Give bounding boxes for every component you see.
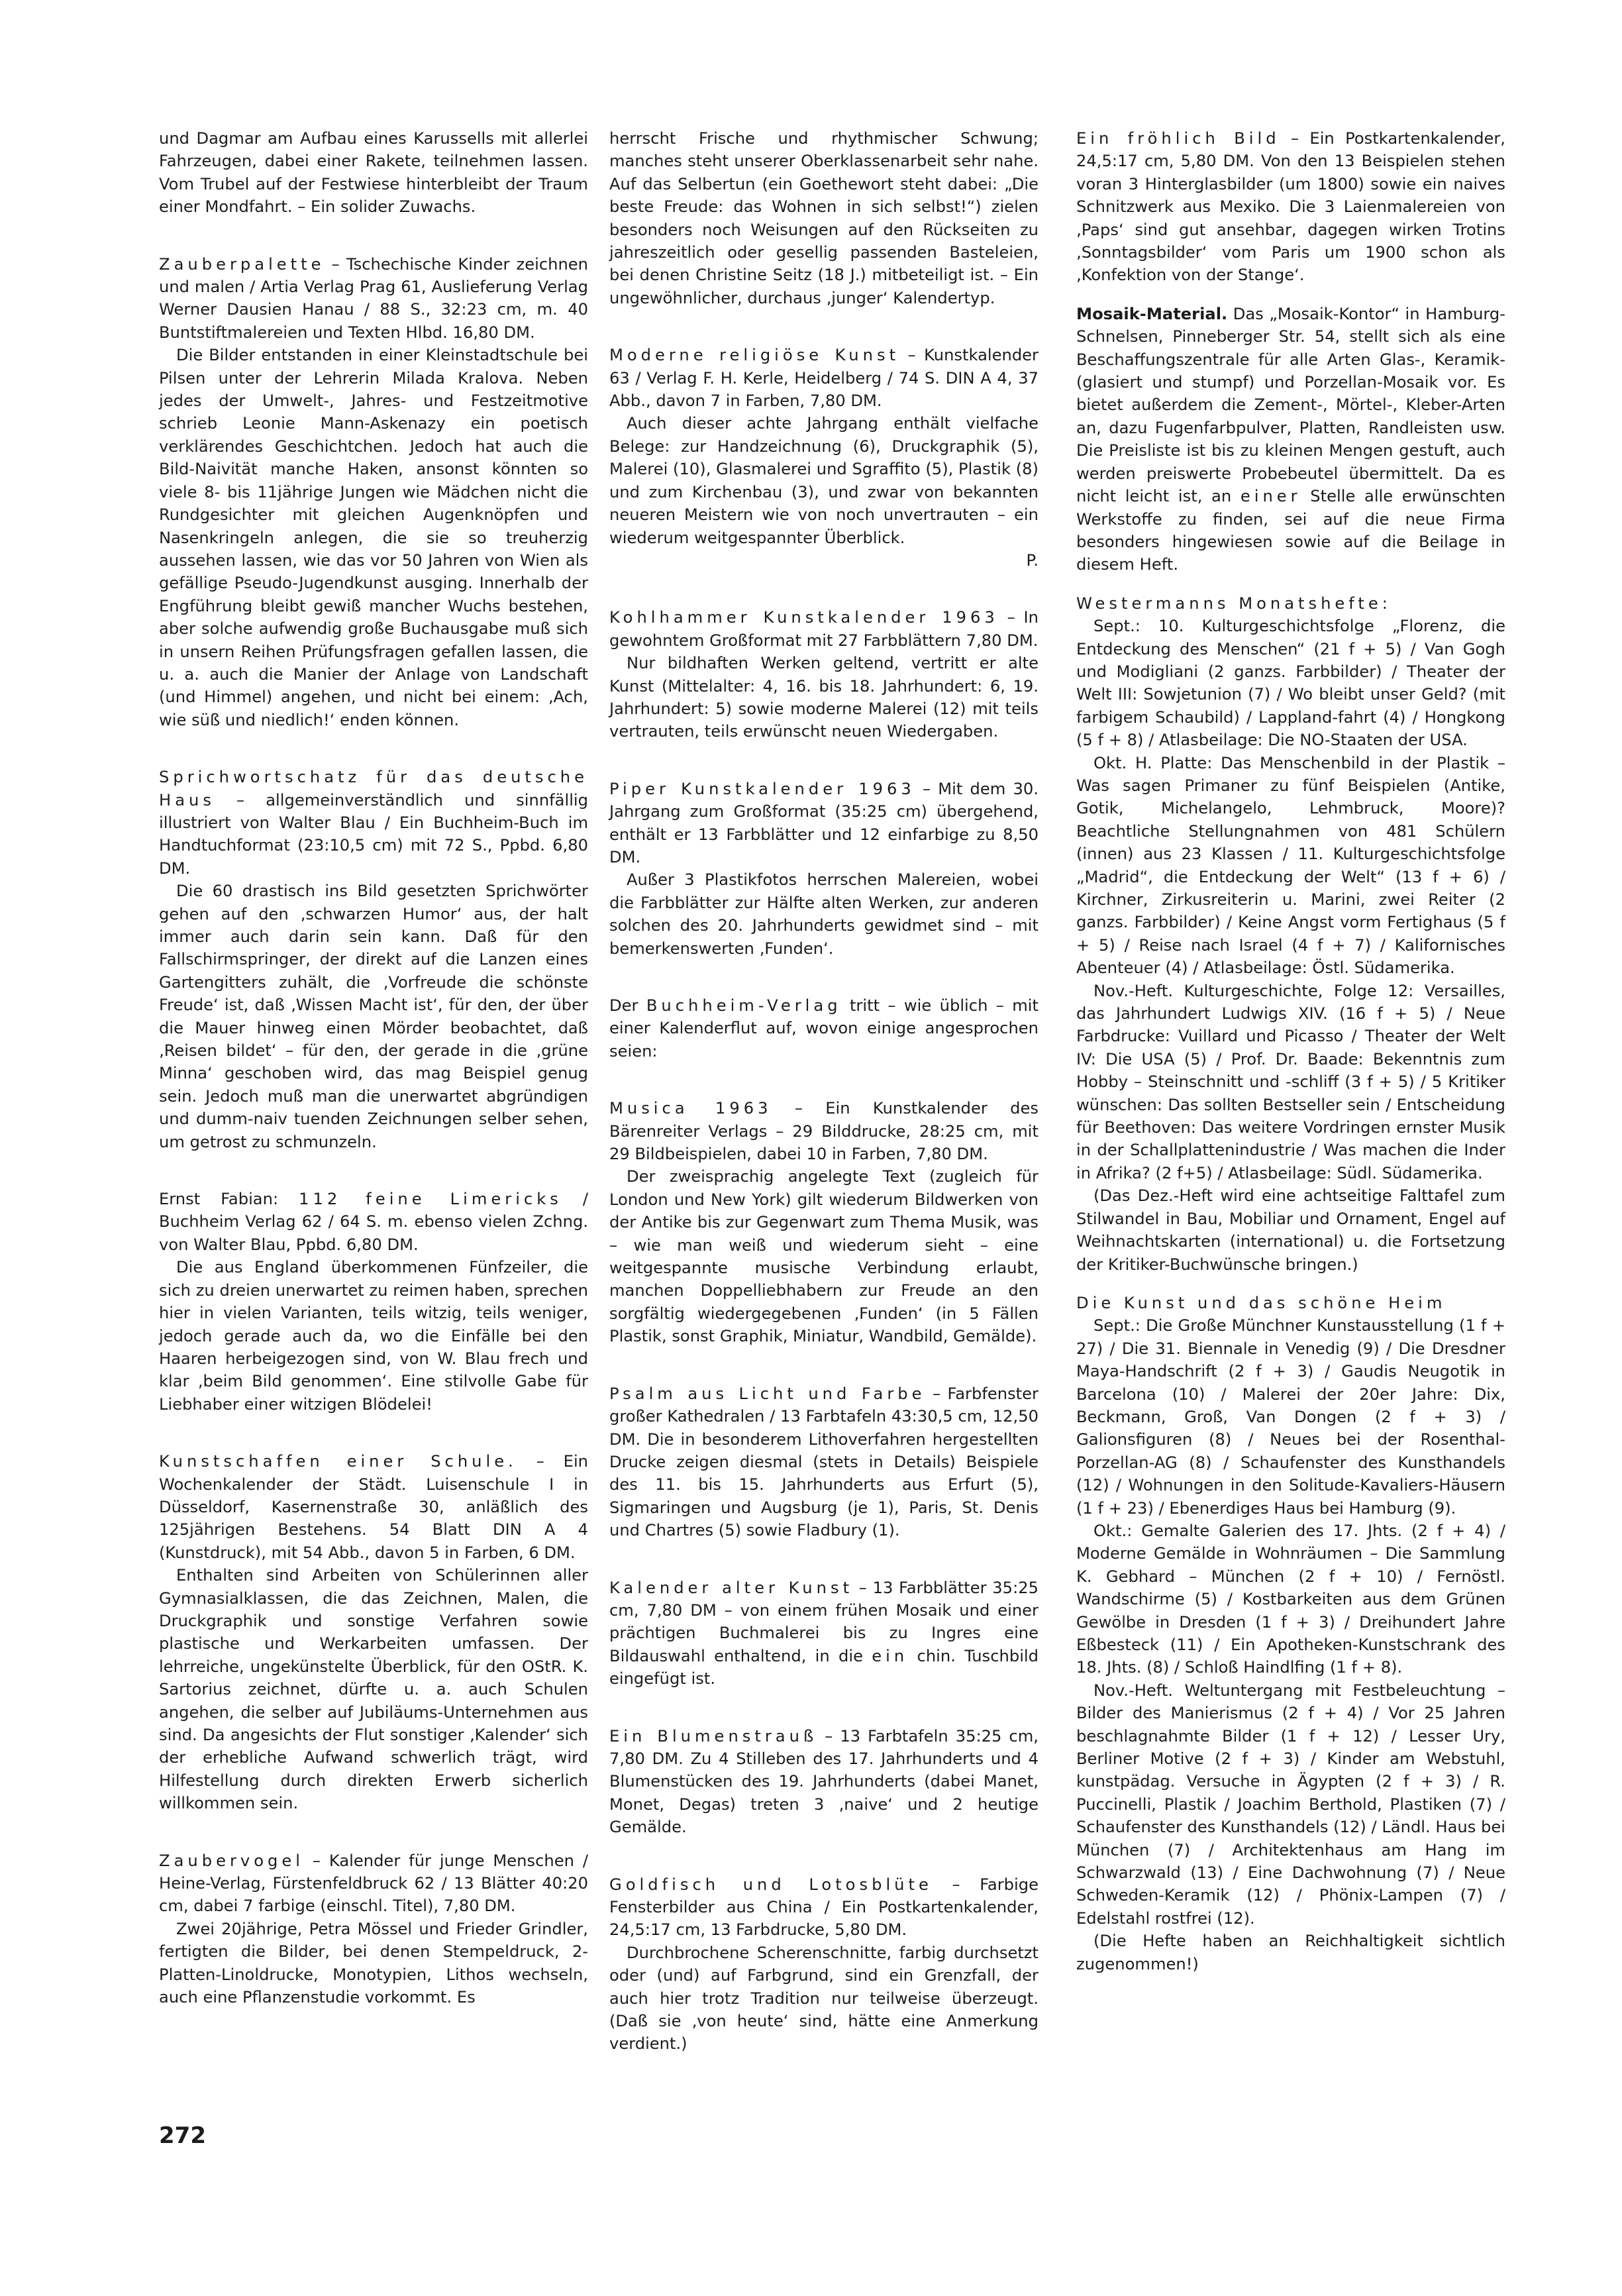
entry-sprichwortschatz (159, 766, 588, 1153)
paragraph: Okt. H. Platte: Das Menschenbild in der Plastik – Was sagen Primaner zu fünf Beispielen (Antike, Gotik, Michelangelo, Lehmbruck, Moore)? Beachtliche Stellungnahmen von 481 Schülern (innen) aus 23 Klassen / 11. Kulturgeschichtsfolge „Madrid“, die Entdeckung der Welt“ (13 f + 6) / Kirchner, Zirkusreiterin u. Marini, zwei Reiter (2 ganzs. Farbbilder) / Keine Angst vorm Fertighaus (5 f + 5) / Reise nach Israel (4 f + 7) / Kalifornisches Abenteuer (4) / Atlasbeilage: Östl. Südamerika. (1076, 753, 1505, 978)
entry-author: Ernst Fabian: (159, 1190, 299, 1209)
page-number: 272 (159, 2122, 206, 2149)
entry-limericks (159, 1188, 588, 1416)
entry-details: – Farbige Fensterbilder aus China / Ein Postkartenkalender, 24,5:17 cm, 13 Farbdrucke, 5,80 DM. (609, 1875, 1039, 1940)
entry-details: – In gewohntem Großformat mit 27 Farbblättern 7,80 DM. (609, 608, 1039, 650)
paragraph: Der zweisprachig angelegte Text (zugleich für London und New York) gilt wiederum Bildwerken von der Antike bis zur Gegenwart zum Thema Musik, was – wie man weiß und wiederum sieht – eine weitgespannte musische Verbindung erlaubt, manchen Doppelliebhabern zur Freude an den sorgfältig wiedergegebenen ‚Funden‘ (in 5 Fällen Plastik, sonst Graphik, Miniatur, Wandbild, Gemälde). (609, 1167, 1039, 1346)
entry-prefix: Der (609, 996, 646, 1015)
entry-psalm (609, 1383, 1039, 1542)
paragraph: Außer 3 Plastikfotos herrschen Malereien, wobei die Farbblätter zur Hälfte alten Werken, zur anderen solchen des 20. Jahrhunderts gewidmet sind – mit bemerkenswerten ‚Funden‘. (609, 870, 1039, 958)
signature: P. (1026, 550, 1039, 570)
entry-details: – Tschechische Kinder zeichnen und malen / Artia Verlag Prag 61, Auslieferung Verlag Werner Dausien Hanau / 88 S., 32:23 cm, m. 40 Buntstiftmalereien und Texten Hlbd. 16,80 DM. (159, 254, 588, 342)
entry-buchheim-verlag (609, 994, 1039, 1063)
entry-title: Kohlhammer Kunstkalender 1963 (609, 608, 999, 627)
entry-title: Westermanns Monatshefte: (1076, 594, 1392, 613)
paragraph: herrscht Frische und rhythmischer Schwung; manches steht unserer Oberklassenarbeit sehr nahe. Auf das Selbertun (ein Goethewort steht dabei: „Die beste Freude: das Wohnen in sich selbst!“) zielen besonders noch Weisungen auf den Rückseiten zu jahreszeitlich oder gesellig passenden Basteleien, bei denen Christine Seitz (18 J.) mitbeteiligt ist. – Ein ungewöhnlicher, durchaus ‚junger‘ Kalendertyp. (609, 129, 1039, 307)
entry-details: – Ein Wochenkalender der Städt. Luisenschule I in Düsseldorf, Kasernenstraße 30, anläßlich des 125jährigen Bestehens. 54 Blatt DIN A 4 (Kunstdruck), mit 54 Abb., davon 5 in Farben, 6 DM. (159, 1452, 588, 1562)
paragraph: Sept.: Die Große Münchner Kunstausstellung (1 f + 27) / Die 31. Biennale in Venedig (9) / Die Dresdner Maya-Handschrift (2 f + 3) / Gaudis Neugotik in Barcelona (10) / Malerei der 20er Jahre: Dix, Beckmann, Groß, Van Dongen (2 f + 3) / Galionsfiguren (8) / Neues bei der Rosenthal-Porzellan-AG (8) / Schaufenster des Kunsthandels (12) / Wohnungen in den Solitude-Kavaliers-Häusern (1 f + 23) / Ebenerdiges Haus bei Hamburg (9). (1076, 1316, 1505, 1518)
paragraph: Nur bildhaften Werken geltend, vertritt er alte Kunst (Mittelalter: 4, 16. bis 18. Jahrhundert: 6, 19. Jahrhundert: 5) sowie moderne Malerei (12) mit teils vertrauten, teils erwünscht neuen Wiedergaben. (609, 654, 1039, 741)
entry-title-line (1076, 1292, 1505, 1314)
entry-lead (609, 1725, 1039, 1839)
paragraph: Die aus England überkommenen Fünfzeiler, die sich zu dreien unerwartet zu reimen haben, sprechen hier in vielen Varianten, teils witzig, teils weniger, jedoch gerade auch da, wo die Einfälle bei den Haaren herbeigezogen sind, von W. Blau frech und klar ‚beim Bild genommen‘. Eine stilvolle Gabe für Liebhaber einer witzigen Blödelei! (159, 1258, 588, 1414)
entry-musica (609, 1097, 1039, 1347)
entry-goldfisch (609, 1873, 1039, 2056)
entry-details: – 13 Farbtafeln 35:25 cm, 7,80 DM. Zu 4 Stilleben des 17. Jahrhunderts und 4 Blumenstücken des 19. Jahrhunderts (dabei Manet, Monet, Degas) treten 3 ‚naive‘ und 2 heutige Gemälde. (609, 1726, 1039, 1837)
paragraph: Okt.: Gemalte Galerien des 17. Jhts. (2 f + 4) / Moderne Gemälde in Wohnräumen – Die Sammlung K. Gebhard – München (2 f + 10) / Fernöstl. Wandschirme (5) / Kostbarkeiten aus dem Grünen Gewölbe in Dresden (1 f + 3) / Dreihundert Jahre Eßbesteck (11) / Ein Apotheken-Kunstschrank des 18. Jhts. (8) / Schloß Haindlfing (1 f + 8). (1076, 1521, 1505, 1677)
entry-kunstschaffen (159, 1450, 588, 1815)
entry-lead (609, 606, 1039, 652)
paragraph: Zwei 20jährige, Petra Mössel und Frieder Grindler, fertigten die Bilder, bei denen Stempeldruck, 2-Platten-Linoldrucke, Monotypien, Lithos wechseln, auch eine Pflanzenstudie vorkommt. Es (159, 1919, 588, 2007)
entry-title: Goldfisch und Lotosblüte (609, 1875, 933, 1894)
entry-title: Piper Kunstkalender 1963 (609, 779, 915, 798)
entry-lead (609, 344, 1039, 412)
entry-details: – Kunstkalender 63 / Verlag F. H. Kerle, Heidelberg / 74 S. DIN A 4, 37 Abb., davon 7 in Farben, 7,80 DM. (609, 346, 1039, 411)
paragraph: Die Bilder entstanden in einer Kleinstadtschule bei Pilsen unter der Lehrerin Milada Kralova. Neben jedes der Umwelt-, Jahres- und Festzeitmotive schrieb Leonie Mann-Askenazy ein poetisch verklärendes Geschichtchen. Jedoch hat auch die Bild-Naivität manche Haken, ansonst könnten so viele 8- bis 11jährige Jungen wie Mädchen nicht die Rundgesichter mit gleichen Augenknöpfen und Nasenkringeln anlegen, die sie so treuherzig aussehen lassen, wie das vor 50 Jahren von Wien als gefällige Pseudo-Jugendkunst ausging. Innerhalb der Engführung bleibt gewiß mancher Wuchs bestehen, aber solche aufwendig große Buchausgabe muß sich in unsern Reihen Prüfungsfragen gefallen lassen, die u. a. auch die Manier der Anlage von Landschaft (und Himmel) angehen, und nicht bei einem: ‚Ach, wie süß und niedlich!‘ enden können. (159, 346, 588, 729)
entry-title: Ein Blumenstrauß (609, 1726, 818, 1746)
entry-froehlich-bild (1076, 127, 1505, 287)
paragraph: Nov.-Heft. Weltuntergang mit Festbeleuchtung – Bilder des Manierismus (2 f + 4) / Vor 25 Jahren beschlagnahmte Bilder (1 f + 12) / Lesser Ury, Berliner Motive (2 f + 3) / Kinder am Webstuhl, kunstpädag. Versuche in Ägypten (2 f + 3) / R. Puccinelli, Plastik / Joachim Berthold, Plastiken (7) / Schaufenster des Kunsthandels (12) / Ländl. Haus bei München (7) / Architektenhaus am Hang im Schwarzwald (13) / Eine Dachwohnung (7) / Neue Schweden-Keramik (12) / Phönix-Lampen (7) / Edelstahl rostfrei (12). (1076, 1681, 1505, 1928)
entry-details: – Ein Kunstkalender des Bärenreiter Verlags – 29 Bilddrucke, 28:25 cm, mit 29 Bildbeispielen, dabei 10 in Farben, 7,80 DM. (609, 1099, 1039, 1164)
entry-lead (609, 1383, 1039, 1542)
entry-lead (1076, 303, 1505, 576)
entry-lead (159, 1188, 588, 1256)
entry-title: Psalm aus Licht und Farbe (609, 1384, 926, 1403)
entry-mosaik-material (1076, 303, 1505, 576)
entry-title: Moderne religiöse Kunst (609, 346, 900, 365)
entry-details: Das „Mosaik-Kontor“ in Hamburg-Schnelsen, Pinneberger Str. 54, stellt sich als eine Beschaffungszentrale für alle Arten Glas-, Keramik- (glasiert und stumpf) und Porzellan-Mosaik vor. Es bietet außerdem die Zement-, Mörtel-, Kleber-Arten an, dazu Fugenfarbpulver, Platten, Randleisten usw. Die Preisliste ist bis zu kleinen Mengen gestuft, auch werden preiswerte Probebeutel übermittelt. Da es nicht leicht ist, an (1076, 304, 1505, 506)
entry-title: Sprichwortschatz für das deutsche Haus (159, 768, 588, 809)
column-2 (609, 127, 1039, 2056)
entry-lead (609, 778, 1039, 869)
entry-title: Mosaik-Material. (1076, 304, 1228, 323)
entry-piper (609, 778, 1039, 960)
paragraph: Auch dieser achte Jahrgang enthält vielfache Belege: zur Handzeichnung (6), Druckgraphik (5), Malerei (10), Glasmalerei und Sgraffito (5), Plastik (8) und zum Kirchenbau (3), und zwar von bekannten neueren Meistern wie von noch unvertrauten – ein wiederum weitgespannter Überblick. (609, 414, 1039, 547)
paragraph: Sept.: 10. Kulturgeschichtsfolge „Florenz, die Entdeckung des Menschen“ (21 f + 5) / Van Gogh und Modigliani (2 ganzs. Farbbilder) / Theater der Welt III: Sowjetunion (7) / Wo bleibt unser Geld? (mit farbigem Schaubild) / Lappland-fahrt (4) / Hongkong (5 f + 8) / Atlasbeilage: Die NO-Staaten der USA. (1076, 617, 1505, 750)
paragraph: (Die Hefte haben an Reichhaltigkeit sichtlich zugenommen!) (1076, 1932, 1505, 1973)
entry-zaubervogel-end (609, 127, 1039, 309)
paragraph: (Das Dez.-Heft wird eine achtseitige Falttafel zum Stilwandel in Bau, Mobiliar und Ornament, Engel auf Weihnachtskarten (international) u. die Fortsetzung der Kritiker-Buchwünsche bringen.) (1076, 1186, 1505, 1274)
entry-title: Zaubervogel (159, 1851, 304, 1870)
entry-details: – Farbfenster großer Kathedralen / 13 Farbtafeln 43:30,5 cm, 12,50 DM. Die in besonderem Lithoverfahren hergestellten Drucke zeigen diesmal (stets in Details) Beispiele des 11. bis 15. Jahrhunderts aus Erfurt (5), Sigmaringen und Augsburg (je 1), Paris, St. Denis und Chartres (5) sowie Fladbury (1). (609, 1384, 1039, 1540)
paragraph: Durchbrochene Scherenschnitte, farbig durchsetzt oder (und) auf Farbgrund, sind ein Grenzfall, der auch hier trotz Tradition nur teilweise überzeugt. (Daß sie ‚von heute‘ sind, hätte eine Anmerkung verdient.) (609, 1943, 1039, 2054)
entry-kalender-alter-kunst (609, 1577, 1039, 1691)
entry-title: Kunstschaffen einer Schule. (159, 1452, 517, 1471)
entry-kohlhammer (609, 606, 1039, 743)
entry-lead (1076, 127, 1505, 287)
entry-westermanns (1076, 592, 1505, 1276)
entry-title: Zauberpalette (159, 254, 325, 274)
entry-details: – Ein Postkartenkalender, 24,5:17 cm, 5,80 DM. Von den 13 Beispielen stehen voran 3 Hinterglasbilder (um 1800) sowie ein naives Schnitzwerk aus Mexiko. Die 3 Laienmalereien von ‚Paps‘ sind gut ansehbar, dagegen wirken Trotins ‚Sonntagsbilder‘ vom Paris um 1900 schon als ‚Konfektion von der Stange‘. (1076, 129, 1505, 285)
column-3 (1076, 127, 1505, 1975)
entry-details: – Kalender für junge Menschen / Heine-Verlag, Fürstenfeldbruck 62 / 13 Blätter 40:20 cm, dabei 7 farbige (einschl. Titel), 7,80 DM. (159, 1851, 588, 1916)
entry-lead (159, 766, 588, 880)
entry-moderne-religioese-kunst (609, 344, 1039, 572)
entry-kunst-schoene-heim (1076, 1292, 1505, 1975)
entry-karussell-end (159, 127, 588, 219)
paragraph: Enthalten sind Arbeiten von Schülerinnen aller Gymnasialklassen, die das Zeichnen, Malen, die Druckgraphik und sonstige Verfahren sowie plastische und Werkarbeiten umfassen. Der lehrreiche, ungekünstelte Überblick, für den OStR. K. Sartorius zeichnet, dürfte u. a. auch Schulen angehen, die selber auf Jubiläums-Unternehmen aus sind. Da angesichts der Flut sonstiger ‚Kalender‘ sich der erhebliche Aufwand schwerlich trägt, wird Hilfestellung durch direkten Erwerb sicherlich willkommen sein. (159, 1566, 588, 1813)
entry-lead (609, 994, 1039, 1063)
paragraph: Nov.-Heft. Kulturgeschichte, Folge 12: Versailles, das Jahrhundert Ludwigs XIV. (16 f + 5) / Neue Farbdrucke: Vuillard und Picasso / Theater der Welt IV: Die USA (5) / Prof. Dr. Baade: Bekenntnis zum Hobby – Steinschnitt und -schliff (3 f + 5) / 5 Kritiker wünschen: Das sollten Bestseller sein / Entscheidung für Beethoven: Das weitere Vordringen ernster Musik in der Schallplattenindustrie / Was machen die Inder in Afrika? (2 f+5) / Atlasbeilage: Südl. Südamerika. (1076, 981, 1505, 1182)
entry-lead (159, 1850, 588, 1918)
entry-details: / Buchheim Verlag 62 / 64 S. m. ebenso vielen Zchng. von Walter Blau, Ppbd. 6,80 DM. (159, 1190, 588, 1254)
entry-details: – 13 Farbblätter 35:25 cm, 7,80 DM – von einem frühen Mosaik und einer prächtigen Buchmalerei bis zu Ingres eine Bildauswahl enthaltend, in die (609, 1578, 1039, 1665)
entry-title: 112 feine Limericks (299, 1190, 562, 1209)
emphasis: ein (872, 1646, 909, 1665)
column-1 (159, 127, 588, 2009)
entry-blumenstrauss (609, 1725, 1039, 1839)
entry-title: Kalender alter Kunst (609, 1578, 854, 1597)
entry-details: – Mit dem 30. Jahrgang zum Großformat (35:25 cm) übergehend, enthält er 13 Farbblätter und 12 einfarbige zu 8,50 DM. (609, 779, 1039, 866)
paragraph: und Dagmar am Aufbau eines Karussells mit allerlei Fahrzeugen, dabei einer Rakete, teilnehmen lassen. Vom Trubel auf der Festwiese hinterbleibt der Traum einer Mondfahrt. – Ein solider Zuwachs. (159, 129, 588, 217)
entry-details: – allgemeinverständlich und sinnfällig illustriert von Walter Blau / Ein Buchheim-Buch im Handtuchformat (23:10,5 cm) mit 72 S., Ppbd. 6,80 DM. (159, 790, 588, 878)
entry-title: Buchheim-Verlag (646, 996, 842, 1015)
emphasis: einer (1240, 487, 1301, 506)
entry-title-line (1076, 592, 1505, 615)
entry-details-end: chin. Tuschbild eingefügt ist. (609, 1646, 1039, 1689)
entry-title: Musica 1963 (609, 1099, 772, 1118)
entry-lead (159, 1450, 588, 1564)
entry-lead (609, 1577, 1039, 1691)
entry-details: tritt – wie üblich – mit einer Kalenderflut auf, wovon einige angesprochen seien: (609, 996, 1039, 1061)
entry-details-end: Stelle alle erwünschten Werkstoffe zu finden, sei auf die neue Firma besonders hingewiesen sowie auf die Beilage in diesem Heft. (1076, 487, 1505, 574)
entry-zauberpalette (159, 253, 588, 732)
entry-lead (609, 1097, 1039, 1165)
entry-title: Ein fröhlich Bild (1076, 129, 1280, 148)
entry-title: Die Kunst und das schöne Heim (1076, 1293, 1446, 1312)
paragraph: Die 60 drastisch ins Bild gesetzten Sprichwörter gehen auf den ‚schwarzen Humor‘ aus, der halt immer auch darin sein kann. Daß für den Fallschirmspringer, der direkt auf die Lanzen eines Gartengitters zuhält, die ‚Vorfreude die schönste Freude‘ ist, daß ‚Wissen Macht ist‘, für den, der über die Mauer hinweg einen Mörder beobachtet, daß ‚Reisen bildet‘ – für den, der gerade in die ‚grüne Minna‘ geschoben wird, das mag Beispiel genug sein. Jedoch muß man die unerwartet abgründigen und dumm-naiv tuenden Zeichnungen selber sehen, um getrost zu schmunzeln. (159, 882, 588, 1151)
entry-lead (159, 253, 588, 344)
entry-zaubervogel (159, 1850, 588, 2009)
entry-lead (609, 1873, 1039, 1942)
